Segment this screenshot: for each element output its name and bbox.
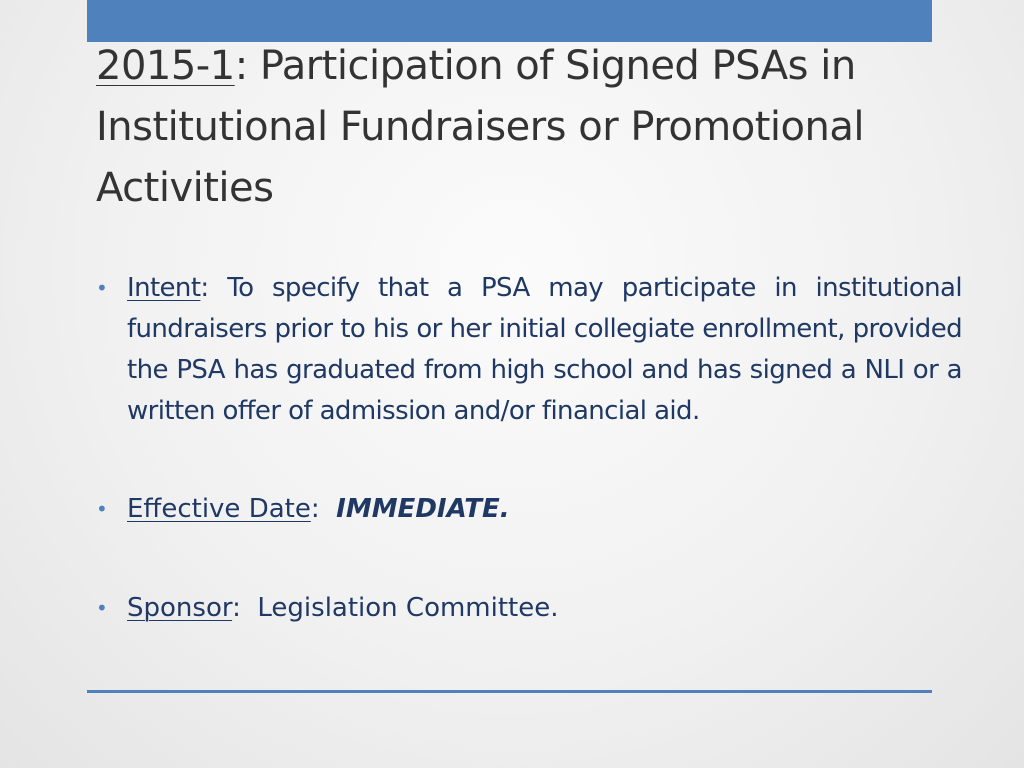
intent-text: To specify that a PSA may participate in institutional fundraisers prior to his or her initial collegiate enrollment, provided the PSA has graduated from high school and has signed a NLI or a written offer of admission and/or financial aid. [127,273,962,426]
bullet-dot-icon: • [96,276,108,300]
sponsor-label: Sponsor [127,593,233,623]
sponsor-separator: : [232,593,241,623]
intent-label: Intent [127,273,201,303]
effective-date-separator: : [310,494,320,524]
intent-separator: : [200,273,209,303]
slide-title [96,36,926,219]
bullet-effective-date [96,489,962,530]
effective-date-value: IMMEDIATE. [336,494,510,524]
proposal-number: 2015-1 [96,43,235,89]
effective-date-label: Effective Date [127,494,311,524]
bullet-intent [96,268,962,432]
bottom-divider [87,690,932,693]
bullet-dot-icon: • [96,497,108,521]
title-text: : Participation of Signed PSAs in Institutional Fundraisers or Promotional Activities [96,43,864,211]
bullet-dot-icon: • [96,596,108,620]
bullet-list [96,268,962,629]
sponsor-value: Legislation Committee. [257,593,559,623]
bullet-sponsor [96,588,962,629]
